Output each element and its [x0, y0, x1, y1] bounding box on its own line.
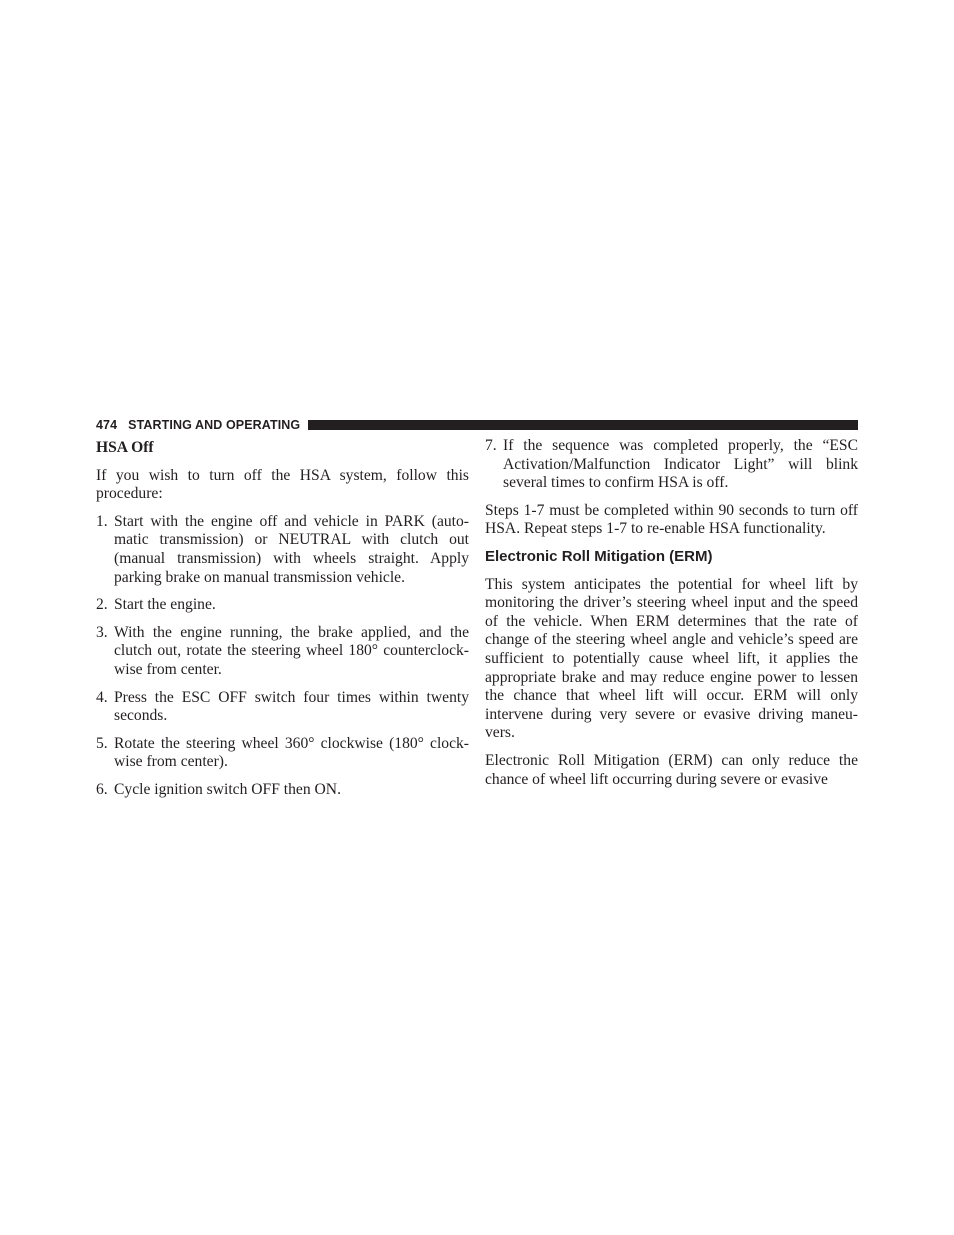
hsa-steps-list: [96, 513, 469, 800]
step-text: If the sequence was completed properly, the “ESC Activation/Malfunction Indicator Light” will blink several times to confirm HSA is off.: [503, 437, 858, 492]
section-title: STARTING AND OPERATING: [128, 418, 301, 432]
step-item: [96, 624, 469, 680]
step-number: 1.: [96, 512, 108, 530]
step-text: Rotate the steering wheel 360° clockwise (180° clock-wise from center).: [114, 734, 469, 771]
steps-time-limit-paragraph: Steps 1-7 must be completed within 90 seconds to turn off HSA. Repeat steps 1-7 to re-enable HSA functionality.: [485, 501, 858, 538]
step-text: Start the engine.: [114, 596, 216, 614]
step-item: [96, 735, 469, 772]
step-number: 5.: [96, 734, 108, 752]
step-number: 7.: [485, 437, 497, 454]
step-number: 3.: [96, 623, 108, 641]
header-rule-bar: [308, 420, 858, 430]
erm-description-paragraph: This system anticipates the potential for wheel lift by monitoring the driver’s steering wheel input and the speed of the vehicle. When ERM determines that the rate of change of the steering wheel angle and vehicle’s speed are sufficient to potentially cause wheel lift, it applies the appropriate brake and may reduce engine power to lessen the chance that wheel lift will occur. ERM will only intervene during very severe or evasive driving maneu-vers.: [485, 575, 858, 742]
page-number: 474: [96, 418, 118, 432]
hsa-steps-continued-list: [485, 437, 858, 493]
step-text: Cycle ignition switch OFF then ON.: [114, 780, 341, 798]
right-column: [485, 437, 858, 789]
erm-heading: Electronic Roll Mitigation (ERM): [485, 547, 713, 565]
step-number: 6.: [96, 780, 108, 798]
step-text: Press the ESC OFF switch four times within twenty seconds.: [114, 688, 469, 725]
step-item: [96, 513, 469, 587]
step-item: [96, 689, 469, 726]
erm-limitation-paragraph: Electronic Roll Mitigation (ERM) can only reduce the chance of wheel lift occurring during severe or evasive: [485, 751, 858, 788]
step-number: 2.: [96, 596, 108, 614]
step-item: [96, 596, 469, 615]
left-column: [96, 437, 469, 809]
step-text: Start with the engine off and vehicle in PARK (auto-matic transmission) or NEUTRAL with clutch out (manual transmission) with wheels straight. Apply parking brake on manual transmission vehicle.: [114, 512, 469, 586]
step-number: 4.: [96, 688, 108, 706]
hsa-intro-paragraph: If you wish to turn off the HSA system, follow this procedure:: [96, 466, 469, 503]
page-header: [96, 418, 858, 432]
hsa-off-heading: HSA Off: [96, 439, 154, 456]
step-item: [96, 781, 469, 800]
step-item: [485, 437, 858, 493]
step-text: With the engine running, the brake applied, and the clutch out, rotate the steering wheel 180° counterclock-wise from center.: [114, 623, 469, 678]
